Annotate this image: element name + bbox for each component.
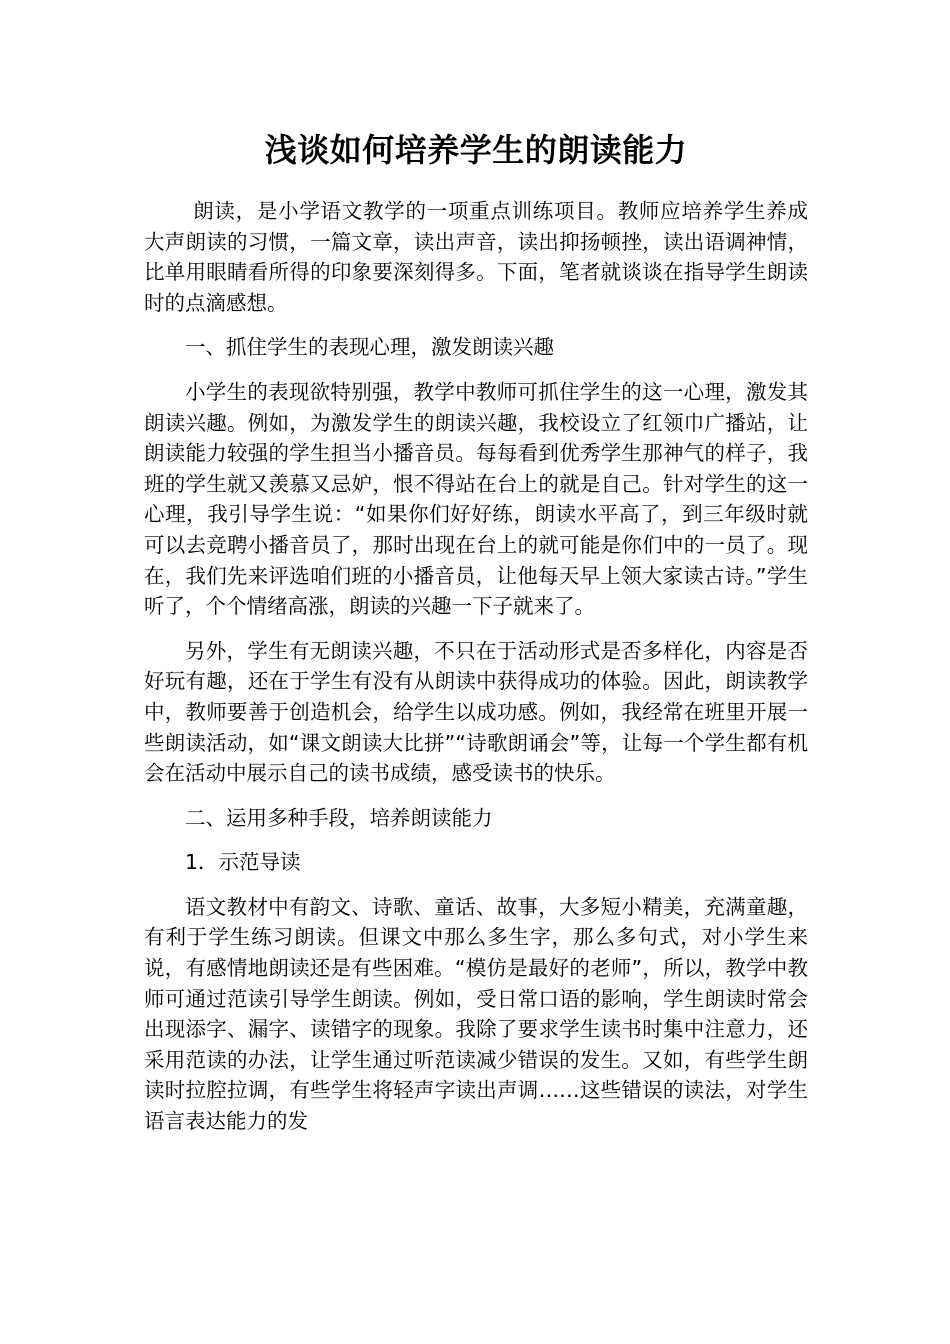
paragraph-intro: 朗读，是小学语文教学的一项重点训练项目。教师应培养学生养成大声朗读的习惯，一篇文章，读出声音，读出抑扬顿挫，读出语调神情，比单用眼睛看所得的印象要深刻得多。下面，笔者就谈谈在指导学生朗读时的点滴感想。 [144, 199, 808, 315]
section-heading-1: 一、抓住学生的表现心理，激发朗读兴趣 [185, 335, 554, 360]
paragraph-section1-b: 另外，学生有无朗读兴趣，不只在于活动形式是否多样化，内容是否好玩有趣，还在于学生有没有从朗读中获得成功的体验。因此，朗读教学中，教师要善于创造机会，给学生以成功感。例如，我经常在班里开展一些朗读活动，如“课文朗读大比拼”“诗歌朗诵会”等，让每一个学生都有机会在活动中展示自己的读书成绩，感受读书的快乐。 [144, 638, 808, 786]
section-heading-2: 二、运用多种手段，培养朗读能力 [185, 805, 493, 830]
paragraph-subsection1: 语文教材中有韵文、诗歌、童话、故事，大多短小精美，充满童趣，有利于学生练习朗读。但课文中那么多生字，那么多句式，对小学生来说，有感情地朗读还是有些困难。“模仿是最好的老师”，所以，教学中教师可通过范读引导学生朗读。例如，受日常口语的影响，学生朗读时常会出现添字、漏字、读错字的现象。我除了要求学生读书时集中注意力，还采用范读的办法，让学生通过听范读减少错误的发生。又如，有些学生朗读时拉腔拉调，有些学生将轻声字读出声调……这些错误的读法，对学生语言表达能力的发 [144, 894, 808, 1134]
document-page [144, 128, 808, 1151]
paragraph-section1-a: 小学生的表现欲特别强，教学中教师可抓住学生的这一心理，激发其朗读兴趣。例如，为激发学生的朗读兴趣，我校设立了红领巾广播站，让朗读能力较强的学生担当小播音员。每每看到优秀学生那神气的样子，我班的学生就又羡慕又忌妒，恨不得站在台上的就是自己。针对学生的这一心理，我引导学生说：“如果你们好好练，朗读水平高了，到三年级时就可以去竞聘小播音员了，那时出现在台上的就可能是你们中的一员了。现在，我们先来评选咱们班的小播音员，让他每天早上领大家读古诗。”学生听了，个个情绪高涨，朗读的兴趣一下子就来了。 [144, 379, 808, 619]
subsection-heading-1: 1．示范导读 [185, 850, 301, 875]
document-title: 浅谈如何培养学生的朗读能力 [264, 131, 688, 169]
